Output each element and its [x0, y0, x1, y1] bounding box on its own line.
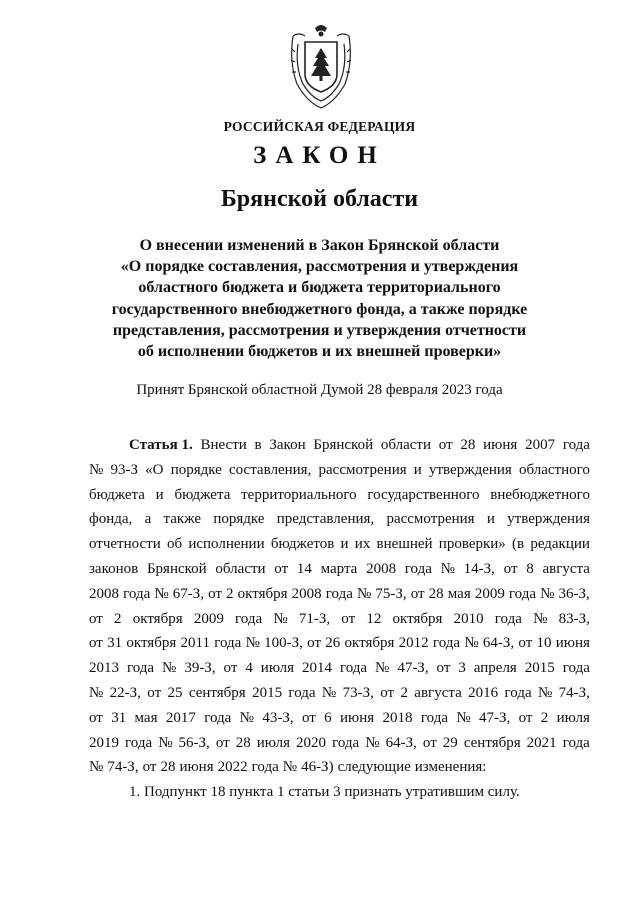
word: от [215, 734, 230, 751]
word: Брянской [313, 437, 374, 453]
word: Брянской [146, 560, 207, 577]
word: от [274, 560, 289, 577]
word: 100-З, [264, 635, 303, 652]
word: области [215, 560, 266, 577]
adoption-line: Принят Брянской областной Думой 28 февраля 2023 года [136, 382, 503, 398]
word: года [214, 635, 242, 652]
word: рассмотрения [318, 461, 407, 478]
word: 2022 [217, 759, 248, 776]
word: 93-З [110, 461, 138, 478]
word: 39-З, [184, 660, 216, 677]
word: 2 [114, 610, 122, 627]
article-label: Статья 1. [129, 437, 193, 453]
region-name: Брянской области [220, 186, 419, 212]
word: года [404, 560, 432, 577]
word: года [504, 684, 532, 701]
word: и [340, 536, 349, 553]
word: от [89, 610, 103, 627]
word: и [486, 511, 495, 528]
word: отчетности [89, 536, 161, 553]
word: внешней [376, 536, 433, 553]
word: года [332, 734, 360, 751]
word: июля [256, 734, 291, 751]
word: и [155, 486, 164, 503]
word: утверждения [507, 511, 590, 528]
word: от [422, 734, 437, 751]
word: мая [447, 585, 471, 602]
word: № [89, 461, 104, 478]
word: года [123, 585, 151, 602]
word: 28 [428, 585, 444, 602]
word: № [89, 759, 104, 776]
word: 74-З, [107, 759, 139, 776]
word: бюджета [174, 486, 231, 503]
word: Закон [269, 437, 306, 453]
word: 29 [442, 734, 458, 751]
word: года [204, 709, 232, 726]
body-line [89, 483, 590, 508]
word: также [163, 511, 202, 528]
word: 2019 [89, 734, 119, 751]
word: 8 [526, 560, 534, 577]
word: 31 [107, 635, 123, 652]
word: законов [89, 560, 139, 577]
word: № [282, 759, 298, 776]
body-line [89, 433, 590, 458]
word: об [166, 536, 183, 553]
word: № [375, 660, 390, 677]
word: октября [344, 635, 395, 652]
word: сентября [188, 684, 246, 701]
word: 2013 [89, 660, 119, 677]
body-line [89, 582, 590, 607]
word: 3 [458, 660, 466, 677]
word: года [562, 437, 590, 453]
body-line [89, 458, 590, 483]
word: № [89, 684, 104, 701]
word: 2007 [525, 437, 556, 453]
word: 56-З, [178, 734, 210, 751]
word: от [518, 709, 533, 726]
word: 2010 [453, 610, 484, 627]
word: а [144, 511, 152, 528]
word: июня [339, 709, 375, 726]
word: от [380, 684, 395, 701]
word: составления, [229, 461, 312, 478]
word: 2 [226, 585, 234, 602]
word: октября [132, 610, 183, 627]
word: 28 [460, 437, 476, 453]
list-item: 1. Подпункт 18 пункта 1 статьи 3 признать утратившим силу. [129, 784, 520, 801]
word: бюджета [89, 486, 145, 503]
word: областного [519, 461, 590, 478]
title-line: представления, рассмотрения и утверждения отчетности [112, 321, 527, 339]
word: № [537, 684, 553, 701]
word: 28 [235, 734, 251, 751]
word: года [288, 684, 316, 701]
word: 6 [324, 709, 332, 726]
word: мая [134, 709, 158, 726]
word: года [508, 585, 537, 602]
word: № [273, 610, 288, 627]
word: года [125, 734, 153, 751]
word: редакции [530, 536, 590, 553]
word: (в [512, 536, 525, 553]
word: июля [556, 709, 590, 726]
word: августа [414, 684, 462, 701]
word: сентября [463, 734, 521, 751]
word: 71-З, [298, 610, 331, 627]
word: 2012 [398, 635, 429, 652]
word: 75-З, [375, 585, 407, 602]
word: 36-З, [558, 585, 590, 602]
word: 2009 [193, 610, 224, 627]
word: 2008 [89, 585, 119, 602]
word: государственного [367, 486, 480, 503]
word: внебюджетного [490, 486, 590, 503]
word: 74-З, [558, 684, 590, 701]
word: от [341, 610, 356, 627]
word: 2021 [526, 734, 557, 751]
word: октября [237, 585, 288, 602]
word: № [321, 684, 337, 701]
word: порядке [213, 511, 265, 528]
word: от [147, 684, 162, 701]
word: от [518, 635, 533, 652]
word: от [142, 759, 157, 776]
word: 2015 [252, 684, 283, 701]
word: 14 [296, 560, 312, 577]
word: представления, [276, 511, 375, 528]
body-line [89, 681, 590, 706]
word: 2009 [474, 585, 505, 602]
word: года [420, 709, 448, 726]
word: 47-З, [397, 660, 429, 677]
word: № [158, 734, 173, 751]
word: рассмотрения [386, 511, 475, 528]
country-name: РОССИЙСКАЯ ФЕДЕРАЦИЯ [223, 119, 416, 134]
word: № [464, 635, 479, 652]
word: 43-З, [262, 709, 294, 726]
body-line [89, 532, 590, 557]
word: 2 [540, 709, 549, 726]
word: июля [260, 660, 295, 677]
law-title [0, 235, 639, 362]
body-line [89, 607, 590, 632]
word: от [410, 585, 425, 602]
word: от [223, 660, 238, 677]
word: года [251, 759, 279, 776]
word: октября [392, 610, 443, 627]
word: № [365, 734, 380, 751]
word: года [339, 660, 368, 677]
word: года [126, 660, 155, 677]
word: апреля [473, 660, 517, 677]
word: июня [483, 437, 518, 453]
word: 47-З, [478, 709, 511, 726]
word: № [356, 585, 372, 602]
word: 2008 [366, 560, 397, 577]
word: 2008 [291, 585, 322, 602]
word: от [503, 560, 518, 577]
word: № [154, 585, 169, 602]
word: территориального [241, 486, 357, 503]
word: года [432, 635, 461, 652]
word: от [307, 635, 322, 652]
body-line [89, 731, 590, 756]
word: 83-З, [558, 610, 590, 627]
title-line: областного бюджета и бюджета территориального [138, 279, 501, 297]
word: от [208, 585, 222, 602]
word: 2 [400, 684, 408, 701]
coat-of-arms-icon [285, 22, 357, 112]
word: года [235, 610, 263, 627]
word: 25 [167, 684, 183, 701]
word: июня [555, 635, 590, 652]
word: 2015 [524, 660, 555, 677]
word: 64-З, [482, 635, 515, 652]
document-type: ЗАКОН [253, 142, 386, 169]
word: 46-З) [301, 759, 334, 776]
word: года [562, 660, 590, 677]
word: 2017 [165, 709, 196, 726]
word: Внести [200, 437, 247, 453]
title-line: О внесении изменений в Закон Брянской области [139, 237, 500, 254]
word: фонда, [89, 511, 133, 528]
word: июня [179, 759, 214, 776]
word: бюджетов [270, 536, 335, 553]
word: марта [320, 560, 358, 577]
word: следующие [337, 759, 411, 776]
word: 2011 [180, 635, 210, 652]
word: года [494, 610, 522, 627]
word: от [89, 635, 103, 652]
word: их [354, 536, 371, 553]
word: 12 [366, 610, 382, 627]
word: «О [145, 461, 164, 478]
word: № [162, 660, 177, 677]
word: 2016 [468, 684, 499, 701]
word: № [440, 560, 455, 577]
word: № [533, 610, 548, 627]
word: 22-З, [109, 684, 141, 701]
word: 28 [160, 759, 176, 776]
body-line [89, 656, 590, 681]
word: № [245, 635, 260, 652]
title-line: об исполнении бюджетов и их внешней проверки» [137, 343, 502, 361]
body-line [89, 507, 590, 532]
word: от [436, 660, 451, 677]
word: 10 [536, 635, 552, 652]
word: № [456, 709, 471, 726]
word: № [540, 585, 555, 602]
article-body [89, 433, 590, 805]
body-line [89, 706, 590, 731]
word: 64-З, [385, 734, 417, 751]
word: 2018 [382, 709, 413, 726]
word: изменения: [414, 759, 487, 776]
word: проверки» [438, 536, 506, 553]
word: 67-З, [172, 585, 204, 602]
word: 73-З, [342, 684, 374, 701]
word: исполнении [188, 536, 265, 553]
word: 26 [325, 635, 341, 652]
word: порядке [170, 461, 222, 478]
word: августа [542, 560, 590, 577]
body-line [89, 631, 590, 656]
word: года [562, 734, 590, 751]
word: № [239, 709, 254, 726]
body-line [89, 557, 590, 582]
word: 2014 [302, 660, 332, 677]
word: 2020 [296, 734, 327, 751]
word: области [380, 437, 432, 453]
word: от [89, 709, 103, 726]
word: года [325, 585, 353, 602]
word: в [254, 437, 262, 453]
word: и [413, 461, 422, 478]
word: 4 [245, 660, 253, 677]
word: 14-З, [463, 560, 495, 577]
word: 31 [111, 709, 127, 726]
body-line [89, 755, 590, 780]
word: от [438, 437, 453, 453]
title-line: «О порядке составления, рассмотрения и утверждения [120, 258, 519, 276]
word: от [301, 709, 316, 726]
word: утверждения [429, 461, 512, 478]
word: октября [126, 635, 177, 652]
title-line: государственного внебюджетного фонда, а также порядке [111, 300, 528, 318]
